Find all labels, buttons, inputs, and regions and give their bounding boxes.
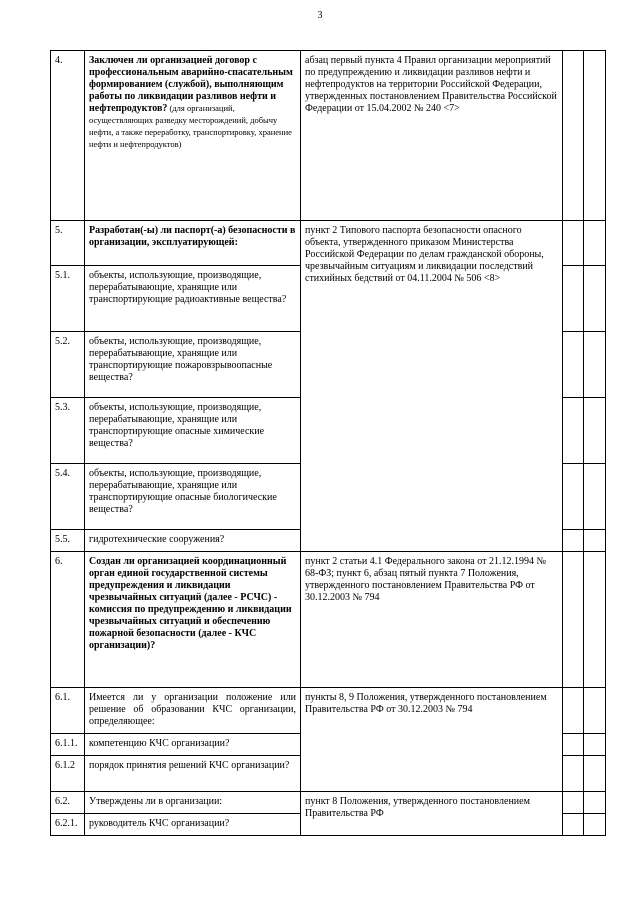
row-number: 5.4. [51,464,85,530]
question-text: Утверждены ли в организации: [85,792,301,814]
answer-cell [563,814,584,836]
row-number: 5.5. [51,530,85,552]
question-text: порядок принятия решений КЧС организации? [85,756,301,792]
comment-cell [584,530,606,552]
row-number: 5. [51,221,85,266]
answer-cell [563,266,584,332]
comment-cell [584,221,606,266]
question-text: Разработан(-ы) ли паспорт(-а) безопасности в организации, эксплуатирующей: [85,221,301,266]
question-text: объекты, использующие, производящие, перерабатывающие, хранящие или транспортирующие пожаровзрывоопасные вещества? [85,332,301,398]
row-number: 4. [51,51,85,221]
question-text: Имеется ли у организации положение или решение об образовании КЧС организации, определяющее: [85,688,301,734]
answer-cell [563,530,584,552]
question-text: гидротехнические сооружения? [85,530,301,552]
comment-cell [584,51,606,221]
comment-cell [584,266,606,332]
reference-cell: пункты 8, 9 Положения, утвержденного постановлением Правительства РФ от 30.12.2003 № 794 [301,688,563,792]
comment-cell [584,792,606,814]
reference-cell: абзац первый пункта 4 Правил организации мероприятий по предупреждению и ликвидации разливов нефти и нефтепродуктов на территории Российской Федерации, утвержденных постановлением Правительства Российской Федерации от 15.04.2002 № 240 <7> [301,51,563,221]
question-text: объекты, использующие, производящие, перерабатывающие, хранящие или транспортирующие опасные химические вещества? [85,398,301,464]
table-row [51,792,606,814]
comment-cell [584,464,606,530]
answer-cell [563,51,584,221]
checklist-table [50,50,606,836]
comment-cell [584,398,606,464]
question-cell [85,51,301,221]
answer-cell [563,464,584,530]
answer-cell [563,332,584,398]
row-number: 6.1.2 [51,756,85,792]
question-text: объекты, использующие, производящие, перерабатывающие, хранящие или транспортирующие опасные биологические вещества? [85,464,301,530]
question-text: руководитель КЧС организации? [85,814,301,836]
row-number: 6.1.1. [51,734,85,756]
reference-cell: пункт 2 Типового паспорта безопасности опасного объекта, утвержденного приказом Министерства Российской Федерации по делам гражданской обороны, чрезвычайным ситуациям и ликвидации последствий стихийных бедствий от 04.11.2004 № 506 <8> [301,221,563,552]
reference-cell: пункт 2 статьи 4.1 Федерального закона от 21.12.1994 № 68-ФЗ; пункт 6, абзац пятый пункта 7 Положения, утвержденного постановлением Правительства РФ от 30.12.2003 № 794 [301,552,563,688]
question-text: объекты, использующие, производящие, перерабатывающие, хранящие или транспортирующие радиоактивные вещества? [85,266,301,332]
answer-cell [563,398,584,464]
page-number: 3 [317,10,323,21]
answer-cell [563,734,584,756]
answer-cell [563,552,584,688]
comment-cell [584,688,606,734]
comment-cell [584,734,606,756]
question-note: (для организаций, осуществляющих разведку месторождений, добычу нефти, а также переработку, транспортировку, хранение нефти и нефтепродуктов) [89,103,292,149]
answer-cell [563,756,584,792]
question-text: Создан ли организацией координационный орган единой государственной системы предупреждения и ликвидации чрезвычайных ситуаций (далее - РСЧС) - комиссия по предупреждению и ликвидации чрезвычайных ситуаций и обеспечению пожарной безопасности (далее - КЧС организации)? [85,552,301,688]
row-number: 5.1. [51,266,85,332]
row-number: 5.3. [51,398,85,464]
answer-cell [563,792,584,814]
question-text: компетенцию КЧС организации? [85,734,301,756]
comment-cell [584,756,606,792]
table-row [51,688,606,734]
table-row [51,552,606,688]
table-row [51,221,606,266]
table-row [51,51,606,221]
row-number: 5.2. [51,332,85,398]
row-number: 6. [51,552,85,688]
row-number: 6.2. [51,792,85,814]
reference-cell: пункт 8 Положения, утвержденного постановлением Правительства РФ [301,792,563,836]
comment-cell [584,814,606,836]
answer-cell [563,221,584,266]
row-number: 6.1. [51,688,85,734]
question-text: Заключен ли организацией договор с профессиональным аварийно-спасательным формированием (службой), выполняющим работы по ликвидации разливов нефти и нефтепродуктов? [89,55,293,114]
comment-cell [584,552,606,688]
row-number: 6.2.1. [51,814,85,836]
comment-cell [584,332,606,398]
answer-cell [563,688,584,734]
